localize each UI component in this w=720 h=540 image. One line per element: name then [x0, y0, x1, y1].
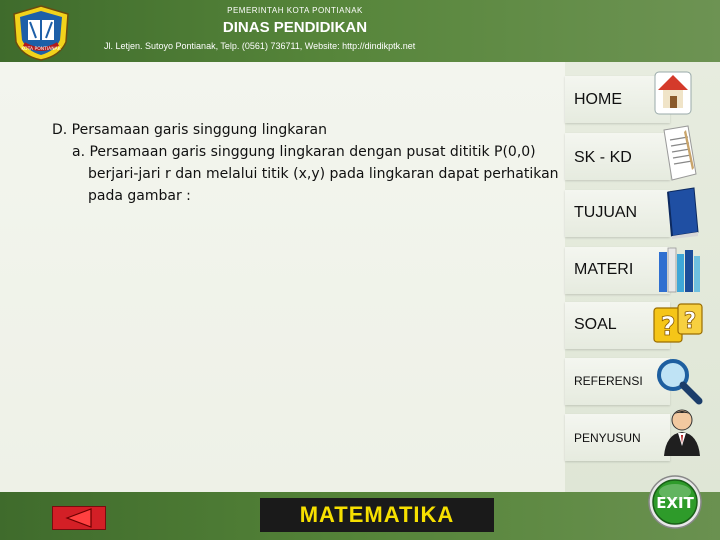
nav-sk-kd-button[interactable]	[565, 133, 670, 180]
question-icon[interactable]	[652, 302, 704, 348]
lesson-line: berjari-jari r dan melalui titik (x,y) pada lingkaran dapat perhatikan	[88, 166, 559, 182]
subject-label: MATEMATIKA	[260, 498, 494, 532]
header-address: Jl. Letjen. Sutoyo Pontianak, Telp. (0561) 736711, Website: http://dindikptk.net	[104, 41, 416, 51]
nav-label: PENYUSUN	[574, 431, 641, 445]
header-bar	[0, 0, 720, 62]
header-title: DINAS PENDIDIKAN	[222, 19, 368, 36]
arrow-left-icon	[53, 507, 105, 529]
svg-text:?: ?	[660, 312, 676, 342]
exit-button[interactable]	[647, 474, 703, 530]
document-icon[interactable]	[658, 124, 700, 184]
book-icon[interactable]	[660, 186, 704, 240]
header-subtitle: PEMERINTAH KOTA PONTIANAK	[227, 6, 363, 15]
person-icon[interactable]	[660, 406, 704, 458]
back-button[interactable]	[52, 506, 106, 530]
nav-label: MATERI	[574, 261, 634, 278]
section-heading: D. Persamaan garis singgung lingkaran	[52, 122, 327, 138]
nav-penyusun-button[interactable]	[565, 414, 670, 461]
svg-text:?: ?	[683, 309, 697, 334]
nav-tujuan-button[interactable]	[565, 190, 670, 237]
lesson-text	[52, 119, 577, 207]
nav-label: SOAL	[574, 316, 617, 333]
logo-text: KOTA PONTIANAK	[21, 47, 61, 52]
nav-label: REFERENSI	[574, 374, 643, 388]
nav-label: TUJUAN	[574, 204, 638, 221]
home-icon[interactable]	[652, 64, 694, 116]
nav-label: SK - KD	[574, 149, 632, 166]
nav-label: HOME	[574, 91, 622, 108]
lesson-line: a. Persamaan garis singgung lingkaran dengan pusat dititik P(0,0)	[72, 144, 536, 160]
books-icon[interactable]	[655, 244, 703, 296]
lesson-line: pada gambar :	[88, 188, 191, 204]
magnifier-icon[interactable]	[655, 357, 703, 407]
exit-label: EXIT	[656, 494, 694, 512]
